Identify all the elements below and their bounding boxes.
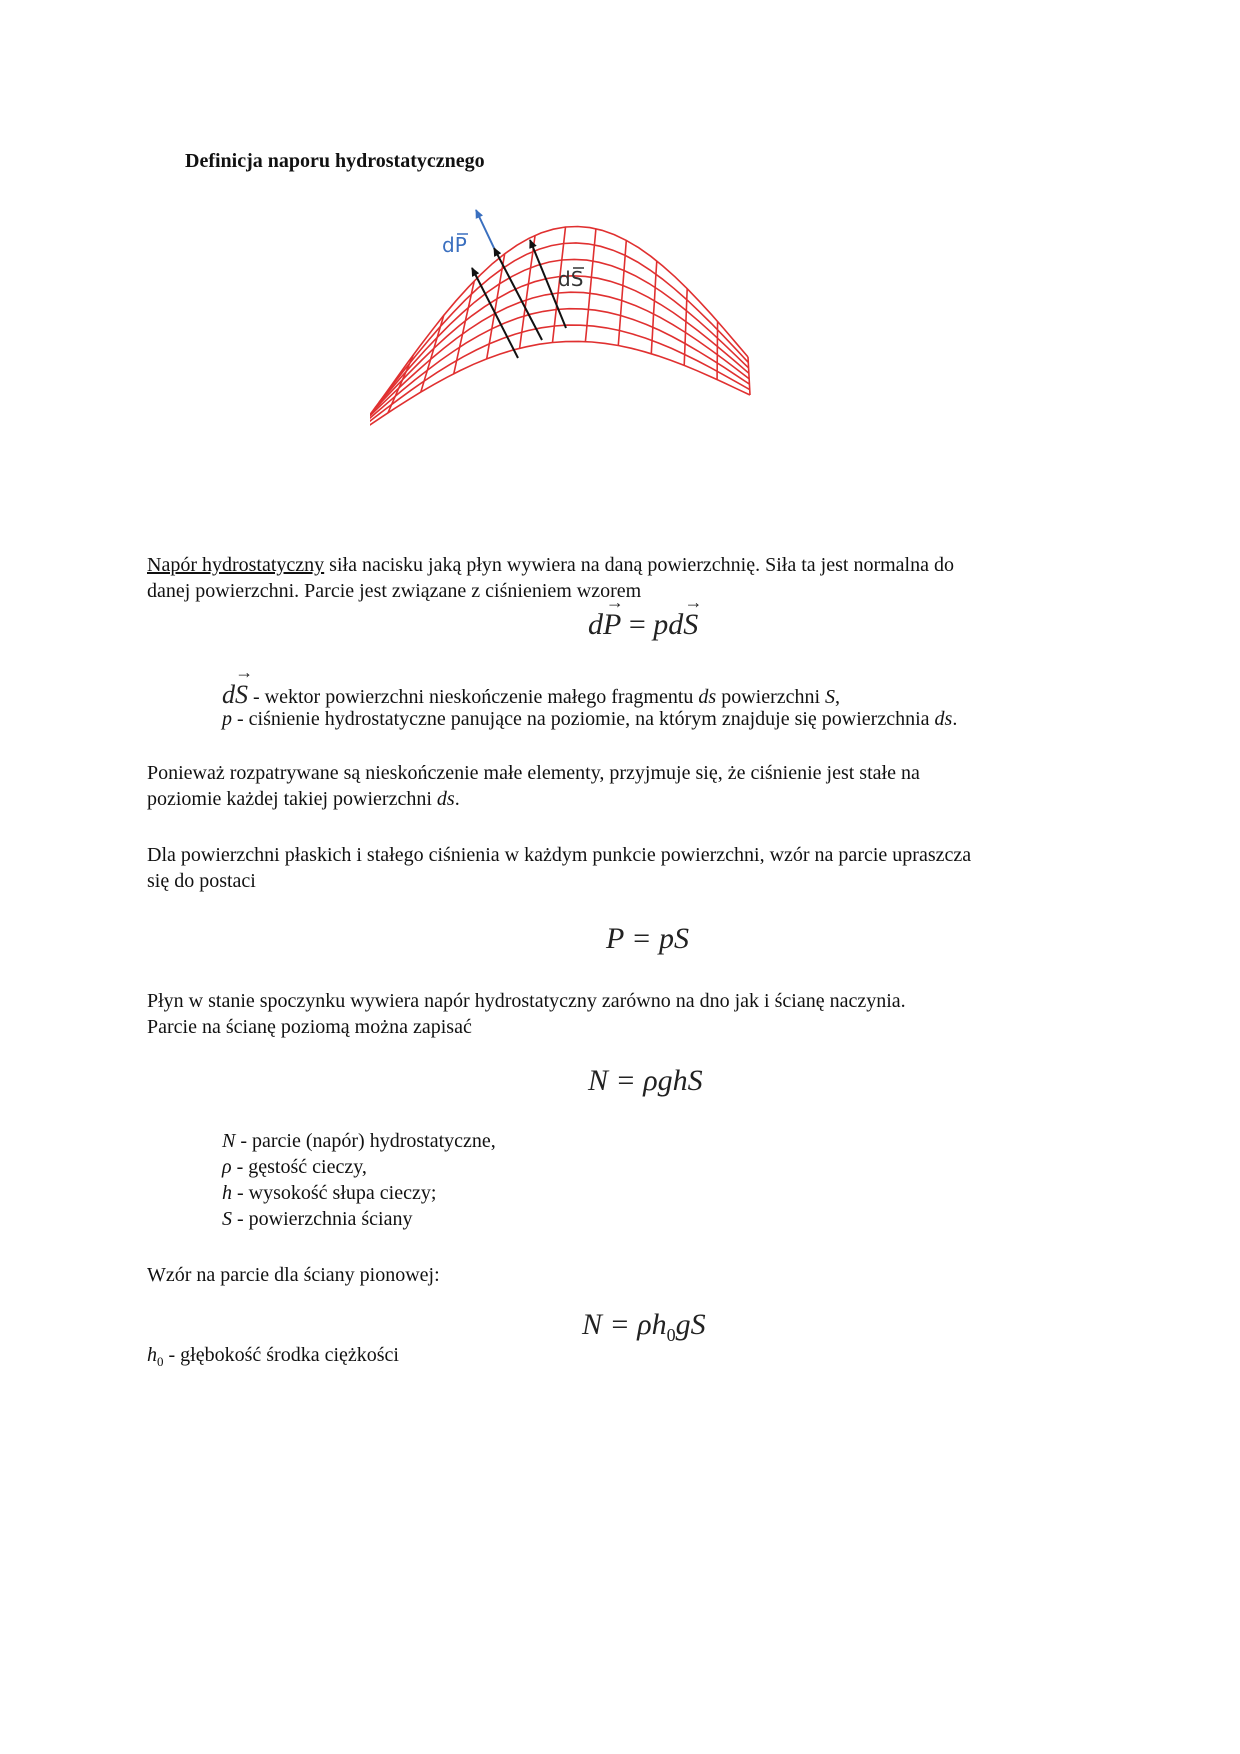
definition-N: N - parcie (napór) hydrostatyczne, xyxy=(222,1130,496,1152)
dS-label: dS xyxy=(558,267,584,291)
mesh-line-cross xyxy=(618,240,626,345)
paragraph-2-line-2: poziomie każdej takiej powierzchni ds. xyxy=(147,788,460,810)
definition-p: p - ciśnienie hydrostatyczne panujące na poziomie, na którym znajduje się powierzchnia ds. xyxy=(222,708,958,730)
definition-dS: d→ S - wektor powierzchni nieskończenie małego fragmentu ds powierzchni S, xyxy=(222,678,840,712)
paragraph-4-line-2: Parcie na ścianę poziomą można zapisać xyxy=(147,1016,472,1038)
formula-P-pS: P = pS xyxy=(606,922,690,955)
surface-figure xyxy=(370,200,830,540)
mesh-line-long xyxy=(371,276,749,414)
definition-h: h - wysokość słupa cieczy; xyxy=(222,1182,437,1204)
mesh-line-long xyxy=(370,325,750,430)
paragraph-4-line-1: Płyn w stanie spoczynku wywiera napór hydrostatyczny zarówno na dno jak i ścianę naczynia. xyxy=(147,990,906,1012)
term-hydrostatic-thrust: Napór hydrostatyczny xyxy=(147,554,325,576)
formula-dP-pdS: d→ P = pd→ S xyxy=(588,608,698,642)
page-title: Definicja naporu hydrostatycznego xyxy=(185,150,485,172)
paragraph-1-rest: siła nacisku jaką płyn wywiera na daną powierzchnię. Siła ta jest normalna do xyxy=(324,554,954,576)
definition-rho: ρ - gęstość cieczy, xyxy=(222,1156,367,1178)
mesh-line-cross xyxy=(684,289,687,366)
definition-h0: $h_0$ - głębokość środka ciężkości xyxy=(147,1344,399,1369)
paragraph-1-line-1 xyxy=(147,552,954,578)
mesh-line-cross xyxy=(717,322,718,380)
paragraph-1-line-2: danej powierzchni. Parcie jest związane z ciśnieniem wzorem xyxy=(147,580,642,602)
mesh-line-cross xyxy=(585,229,596,342)
definition-S: S - powierzchnia ściany xyxy=(222,1208,413,1230)
formula-N-rhoghS: N = ρghS xyxy=(588,1064,703,1097)
surface-mesh xyxy=(370,227,750,436)
dS-symbol: d→ S xyxy=(222,680,248,709)
mesh-line-cross xyxy=(487,254,505,359)
dP-label: dP xyxy=(442,233,467,257)
mesh-line-cross xyxy=(651,261,657,354)
paragraph-3-line-1: Dla powierzchni płaskich i stałego ciśnienia w każdym punkcie powierzchni, wzór na parcie upraszcza xyxy=(147,844,972,866)
dP-arrow-blue xyxy=(476,210,494,248)
paragraph-3-line-2: się do postaci xyxy=(147,870,256,892)
paragraph-2-line-1: Ponieważ rozpatrywane są nieskończenie małe elementy, przyjmuje się, że ciśnienie jest stałe na xyxy=(147,762,920,784)
formula-N-rhoh0gS: $N = \rho h_0gS$ xyxy=(582,1308,706,1345)
paragraph-5: Wzór na parcie dla ściany pionowej: xyxy=(147,1264,440,1286)
